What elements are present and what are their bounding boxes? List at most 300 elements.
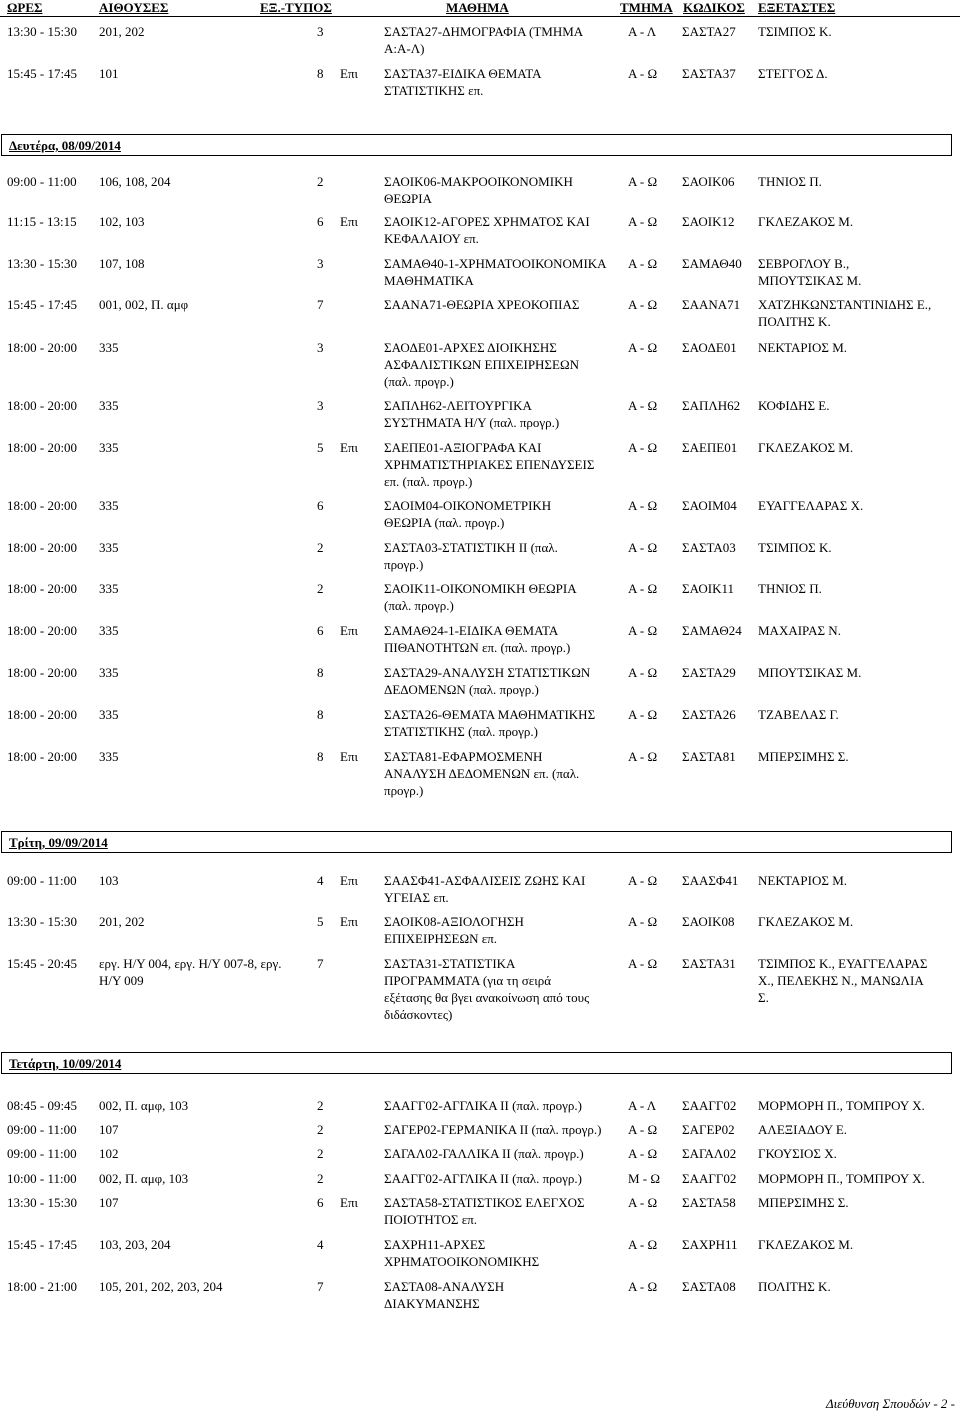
student-group: Α - Ω [628, 873, 658, 888]
student-group: Α - Ω [628, 1237, 658, 1252]
semester: 6 [317, 498, 324, 513]
course-title [384, 173, 573, 207]
text-line: προγρ.) [384, 783, 424, 798]
text-line: ΣΑΑΣΦ41-ΑΣΦΑΛΙΣΕΙΣ ΖΩΗΣ ΚΑΙ [384, 873, 586, 888]
examiners [758, 580, 822, 597]
exam-type: Επι [340, 623, 359, 638]
text-line: ΓΚΛΕΖΑΚΟΣ Μ. [758, 1237, 854, 1252]
semester: 2 [317, 174, 324, 189]
exam-type: Επι [340, 440, 359, 455]
exam-rooms [99, 439, 119, 456]
student-group: Α - Λ [628, 24, 657, 39]
semester: 8 [317, 707, 324, 722]
semester: 2 [317, 1171, 324, 1186]
exam-rooms [99, 213, 145, 230]
exam-time: 09:00 - 11:00 [7, 1122, 77, 1137]
text-line: ΣΑΟΙΜ04-ΟΙΚΟΝΟΜΕΤΡΙΚΗ [384, 498, 552, 513]
text-line: ΣΑΣΤΑ26-ΘΕΜΑΤΑ ΜΑΘΗΜΑΤΙΚΗΣ [384, 707, 596, 722]
exam-rooms [99, 580, 119, 597]
day-title: Δευτέρα, 08/09/2014 [9, 138, 121, 153]
semester: 4 [317, 1237, 324, 1252]
text-line: ΠΟΛΙΤΗΣ Κ. [758, 1279, 831, 1294]
exam-time: 13:30 - 15:30 [7, 24, 78, 39]
course-code: ΣΑΣΤΑ81 [682, 749, 736, 764]
exam-time: 09:00 - 11:00 [7, 174, 77, 189]
text-line: ΧΡΗΜΑΤΟΟΙΚΟΝΟΜΙΚΗΣ [384, 1254, 540, 1269]
course-code: ΣΑΟΙΚ06 [682, 174, 735, 189]
exam-type: Επι [340, 214, 359, 229]
semester: 3 [317, 256, 324, 271]
exam-time: 11:15 - 13:15 [7, 214, 77, 229]
course-code: ΣΑΟΙΚ11 [682, 581, 735, 596]
text-line: ΣΑΟΙΚ12-ΑΓΟΡΕΣ ΧΡΗΜΑΤΟΣ ΚΑΙ [384, 214, 590, 229]
text-line: 002, Π. αμφ, 103 [99, 1098, 189, 1113]
course-title [384, 213, 590, 247]
semester: 2 [317, 1122, 324, 1137]
course-title [384, 622, 570, 656]
exam-time: 15:45 - 17:45 [7, 1237, 78, 1252]
examiners [758, 955, 928, 1006]
exam-time: 18:00 - 20:00 [7, 581, 78, 596]
text-line: 103, 203, 204 [99, 1237, 171, 1252]
course-code: ΣΑΟΙΚ12 [682, 214, 735, 229]
course-code: ΣΑΓΕΡ02 [682, 1122, 735, 1137]
student-group: Α - Ω [628, 1279, 658, 1294]
semester: 3 [317, 340, 324, 355]
student-group: Α - Ω [628, 914, 658, 929]
text-line: ΣΑΑΓΓ02-ΑΓΓΛΙΚΑ ΙΙ (παλ. προγρ.) [384, 1171, 582, 1186]
course-title [384, 255, 607, 289]
day-heading [1, 134, 952, 156]
exam-time: 13:30 - 15:30 [7, 1195, 78, 1210]
text-line: προγρ.) [384, 557, 424, 572]
header-cell: ΕΞΕΤΑΣΤΕΣ [758, 0, 836, 15]
course-title [384, 664, 590, 698]
text-line: ΣΑΠΛΗ62-ΛΕΙΤΟΥΡΓΙΚΑ [384, 398, 532, 413]
course-code: ΣΑΑΝΑ71 [682, 297, 741, 312]
course-title [384, 1236, 539, 1270]
text-line: 107, 108 [99, 256, 145, 271]
exam-time: 15:45 - 17:45 [7, 297, 78, 312]
examiners [758, 439, 853, 456]
semester: 5 [317, 440, 324, 455]
text-line: ΑΝΑΛΥΣΗ ΔΕΔΟΜΕΝΩΝ επ. (παλ. [384, 766, 580, 781]
course-code: ΣΑΣΤΑ26 [682, 707, 736, 722]
exam-rooms [99, 1278, 223, 1295]
course-title [384, 872, 585, 906]
course-title [384, 1194, 585, 1228]
text-line: ΤΗΝΙΟΣ Π. [758, 581, 822, 596]
course-code: ΣΑΣΤΑ31 [682, 956, 736, 971]
text-line: διδάσκοντες) [384, 1007, 453, 1022]
text-line: 107 [99, 1122, 119, 1137]
examiners [758, 748, 849, 765]
exam-rooms [99, 913, 145, 930]
text-line: 106, 108, 204 [99, 174, 171, 189]
student-group: Α - Ω [628, 956, 658, 971]
text-line: ΓΚΛΕΖΑΚΟΣ Μ. [758, 914, 854, 929]
text-line: 201, 202 [99, 914, 145, 929]
semester: 3 [317, 24, 324, 39]
text-line: ΜΠΕΡΣΙΜΗΣ Σ. [758, 749, 849, 764]
text-line: 335 [99, 623, 119, 638]
exam-rooms [99, 1121, 119, 1138]
exam-rooms [99, 706, 119, 723]
text-line: ΣΑΟΔΕ01-ΑΡΧΕΣ ΔΙΟΙΚΗΣΗΣ [384, 340, 557, 355]
exam-rooms [99, 1145, 119, 1162]
semester: 7 [317, 956, 324, 971]
text-line: ΚΟΦΙΔΗΣ Ε. [758, 398, 830, 413]
course-title [384, 539, 558, 573]
text-line: ΤΣΙΜΠΟΣ Κ. [758, 24, 832, 39]
text-line: ΘΕΩΡΙΑ [384, 191, 432, 206]
course-title [384, 497, 551, 531]
exam-time: 08:45 - 09:45 [7, 1098, 78, 1113]
text-line: ΓΚΛΕΖΑΚΟΣ Μ. [758, 214, 854, 229]
text-line: ΠΡΟΓΡΑΜΜΑΤΑ (για τη σειρά [384, 973, 552, 988]
course-code: ΣΑΧΡΗ11 [682, 1237, 738, 1252]
text-line: 335 [99, 398, 119, 413]
course-title [384, 913, 524, 947]
exam-type: Επι [340, 873, 359, 888]
text-line: ΣΑΜΑΘ24-1-ΕΙΔΙΚΑ ΘΕΜΑΤΑ [384, 623, 559, 638]
semester: 8 [317, 749, 324, 764]
text-line: 335 [99, 440, 119, 455]
text-line: ΣΑΓΕΡ02-ΓΕΡΜΑΝΙΚΑ ΙΙ (παλ. προγρ.) [384, 1122, 602, 1137]
course-code: ΣΑΟΙΜ04 [682, 498, 737, 513]
student-group: Α - Ω [628, 1122, 658, 1137]
text-line: ΜΠΟΥΤΣΙΚΑΣ Μ. [758, 273, 862, 288]
semester: 8 [317, 66, 324, 81]
text-line: ΣΑΣΤΑ27-ΔΗΜΟΓΡΑΦΙΑ (ΤΜΗΜΑ [384, 24, 584, 39]
exam-time: 18:00 - 20:00 [7, 398, 78, 413]
course-title [384, 296, 579, 313]
course-title [384, 748, 579, 799]
course-code: ΣΑΣΤΑ58 [682, 1195, 736, 1210]
text-line: ΣΑΕΠΕ01-ΑΞΙΟΓΡΑΦΑ ΚΑΙ [384, 440, 542, 455]
examiners [758, 706, 839, 723]
text-line: ΠΟΛΙΤΗΣ Κ. [758, 314, 831, 329]
semester: 2 [317, 1146, 324, 1161]
student-group: Α - Ω [628, 174, 658, 189]
text-line: ΥΓΕΙΑΣ επ. [384, 890, 449, 905]
exam-rooms [99, 255, 145, 272]
header-cell: ΜΑΘΗΜΑ [446, 0, 509, 15]
course-title [384, 1278, 504, 1312]
text-line: 335 [99, 498, 119, 513]
examiners [758, 296, 931, 330]
student-group: Α - Ω [628, 66, 658, 81]
text-line: 201, 202 [99, 24, 145, 39]
exam-type: Επι [340, 749, 359, 764]
header-cell: ΑΙΘΟΥΣΕΣ [99, 0, 169, 15]
exam-rooms [99, 872, 119, 889]
course-title [384, 580, 577, 614]
course-code: ΣΑΓΑΛ02 [682, 1146, 737, 1161]
semester: 6 [317, 623, 324, 638]
exam-time: 15:45 - 17:45 [7, 66, 78, 81]
text-line: 102, 103 [99, 214, 145, 229]
page-footer: Διεύθυνση Σπουδών - 2 - [825, 1396, 955, 1411]
text-line: ΣΑΣΤΑ31-ΣΤΑΤΙΣΤΙΚΑ [384, 956, 516, 971]
exam-time: 18:00 - 21:00 [7, 1279, 78, 1294]
semester: 2 [317, 581, 324, 596]
text-line: ΑΣΦΑΛΙΣΤΙΚΩΝ ΕΠΙΧΕΙΡΗΣΕΩΝ [384, 357, 579, 372]
text-line: 102 [99, 1146, 119, 1161]
text-line: 103 [99, 873, 119, 888]
header-cell: ΚΩΔΙΚΟΣ [683, 0, 745, 15]
text-line: ΜΟΡΜΟΡΗ Π., ΤΟΜΠΡΟΥ Χ. [758, 1171, 925, 1186]
exam-rooms [99, 955, 281, 989]
course-title [384, 339, 579, 390]
exam-time: 18:00 - 20:00 [7, 623, 78, 638]
course-code: ΣΑΜΑΘ24 [682, 623, 742, 638]
exam-type: Επι [340, 1195, 359, 1210]
semester: 2 [317, 540, 324, 555]
exam-rooms [99, 1097, 188, 1114]
exam-rooms [99, 497, 119, 514]
text-line: (παλ. προγρ.) [384, 374, 454, 389]
examiners [758, 1121, 847, 1138]
student-group: Α - Ω [628, 297, 658, 312]
exam-rooms [99, 339, 119, 356]
text-line: ΣΤΑΤΙΣΤΙΚΗΣ επ. [384, 83, 484, 98]
exam-rooms [99, 539, 119, 556]
text-line: 335 [99, 581, 119, 596]
text-line: ΣΑΣΤΑ37-ΕΙΔΙΚΑ ΘΕΜΑΤΑ [384, 66, 542, 81]
text-line: ΠΟΙΟΤΗΤΟΣ επ. [384, 1212, 478, 1227]
text-line: ΣΑΧΡΗ11-ΑΡΧΕΣ [384, 1237, 486, 1252]
course-code: ΣΑΑΓΓ02 [682, 1171, 737, 1186]
text-line: Α:Α-Λ) [384, 41, 425, 56]
course-code: ΣΑΜΑΘ40 [682, 256, 742, 271]
student-group: Α - Ω [628, 214, 658, 229]
course-code: ΣΑΣΤΑ03 [682, 540, 736, 555]
course-code: ΣΑΑΓΓ02 [682, 1098, 737, 1113]
text-line: Σ. [758, 990, 769, 1005]
text-line: ΕΥΑΓΓΕΛΑΡΑΣ Χ. [758, 498, 864, 513]
text-line: ΣΑΟΙΚ06-ΜΑΚΡΟΟΙΚΟΝΟΜΙΚΗ [384, 174, 573, 189]
student-group: Α - Ω [628, 749, 658, 764]
text-line: ΜΑΘΗΜΑΤΙΚΑ [384, 273, 474, 288]
text-line: ΓΚΟΥΣΙΟΣ Χ. [758, 1146, 837, 1161]
student-group: Α - Λ [628, 1098, 657, 1113]
student-group: Μ - Ω [628, 1171, 661, 1186]
header-cell: ΕΞ.-ΤΥΠΟΣ [260, 0, 332, 15]
examiners [758, 664, 861, 681]
course-code: ΣΑΟΔΕ01 [682, 340, 737, 355]
semester: 3 [317, 398, 324, 413]
exam-type: Επι [340, 914, 359, 929]
exam-rooms [99, 622, 119, 639]
text-line: ΣΕΒΡΟΓΛΟΥ Β., [758, 256, 850, 271]
exam-time: 09:00 - 11:00 [7, 873, 77, 888]
course-title [384, 439, 594, 490]
course-code: ΣΑΣΤΑ29 [682, 665, 736, 680]
examiners [758, 1194, 849, 1211]
text-line: ΓΚΛΕΖΑΚΟΣ Μ. [758, 440, 854, 455]
exam-rooms [99, 1194, 119, 1211]
examiners [758, 213, 853, 230]
text-line: ΣΑΟΙΚ08-ΑΞΙΟΛΟΓΗΣΗ [384, 914, 524, 929]
exam-time: 18:00 - 20:00 [7, 498, 78, 513]
text-line: ΜΑΧΑΙΡΑΣ Ν. [758, 623, 841, 638]
text-line: εργ. Η/Υ 004, εργ. Η/Υ 007-8, εργ. [99, 956, 282, 971]
text-line: 335 [99, 707, 119, 722]
text-line: ΑΛΕΞΙΑΔΟΥ Ε. [758, 1122, 848, 1137]
text-line: 335 [99, 665, 119, 680]
examiners [758, 1145, 837, 1162]
text-line: ΣΑΣΤΑ81-ΕΦΑΡΜΟΣΜΕΝΗ [384, 749, 543, 764]
course-code: ΣΑΑΣΦ41 [682, 873, 739, 888]
text-line: 335 [99, 540, 119, 555]
exam-time: 18:00 - 20:00 [7, 749, 78, 764]
examiners [758, 173, 822, 190]
text-line: ΣΑΓΑΛ02-ΓΑΛΛΙΚΑ ΙΙ (παλ. προγρ.) [384, 1146, 584, 1161]
course-title [384, 65, 542, 99]
text-line: (παλ. προγρ.) [384, 598, 454, 613]
student-group: Α - Ω [628, 256, 658, 271]
day-title: Τετάρτη, 10/09/2014 [9, 1056, 122, 1071]
day-heading [1, 831, 952, 853]
text-line: ΜΟΡΜΟΡΗ Π., ΤΟΜΠΡΟΥ Χ. [758, 1098, 925, 1113]
text-line: ΤΖΑΒΕΛΑΣ Γ. [758, 707, 839, 722]
exam-rooms [99, 65, 119, 82]
course-code: ΣΑΠΛΗ62 [682, 398, 741, 413]
text-line: ΝΕΚΤΑΡΙΟΣ Μ. [758, 340, 848, 355]
exam-time: 18:00 - 20:00 [7, 540, 78, 555]
text-line: 335 [99, 749, 119, 764]
examiners [758, 339, 847, 356]
exam-rooms [99, 397, 119, 414]
text-line: 101 [99, 66, 119, 81]
day-title: Τρίτη, 09/09/2014 [9, 835, 108, 850]
exam-rooms [99, 296, 188, 313]
examiners [758, 397, 829, 414]
student-group: Α - Ω [628, 665, 658, 680]
semester: 7 [317, 297, 324, 312]
semester: 4 [317, 873, 324, 888]
course-code: ΣΑΣΤΑ08 [682, 1279, 736, 1294]
student-group: Α - Ω [628, 440, 658, 455]
exam-time: 13:30 - 15:30 [7, 914, 78, 929]
student-group: Α - Ω [628, 1195, 658, 1210]
course-title [384, 397, 559, 431]
student-group: Α - Ω [628, 1146, 658, 1161]
exam-rooms [99, 173, 171, 190]
examiners [758, 1278, 831, 1295]
course-code: ΣΑΕΠΕ01 [682, 440, 738, 455]
examiners [758, 539, 832, 556]
header-cell: ΤΜΗΜΑ [620, 0, 673, 15]
course-title [384, 23, 583, 57]
semester: 6 [317, 214, 324, 229]
text-line: Η/Υ 009 [99, 973, 144, 988]
examiners [758, 1236, 853, 1253]
student-group: Α - Ω [628, 707, 658, 722]
text-line: ΣΥΣΤΗΜΑΤΑ Η/Υ (παλ. προγρ.) [384, 415, 560, 430]
exam-rooms [99, 1170, 188, 1187]
text-line: ΧΑΤΖΗΚΩΝΣΤΑΝΤΙΝΙΔΗΣ Ε., [758, 297, 932, 312]
text-line: 002, Π. αμφ, 103 [99, 1171, 189, 1186]
text-line: 335 [99, 340, 119, 355]
exam-rooms [99, 1236, 171, 1253]
student-group: Α - Ω [628, 398, 658, 413]
text-line: 001, 002, Π. αμφ [99, 297, 189, 312]
header-cell: ΩΡΕΣ [7, 0, 43, 15]
text-line: ΔΙΑΚΥΜΑΝΣΗΣ [384, 1296, 480, 1311]
exam-time: 10:00 - 11:00 [7, 1171, 77, 1186]
day-heading [1, 1052, 952, 1074]
course-title [384, 1145, 584, 1162]
text-line: ΤΗΝΙΟΣ Π. [758, 174, 822, 189]
exam-time: 09:00 - 11:00 [7, 1146, 77, 1161]
exam-rooms [99, 23, 145, 40]
text-line: ΤΣΙΜΠΟΣ Κ. [758, 540, 832, 555]
course-title [384, 1121, 601, 1138]
text-line: ΘΕΩΡΙΑ (παλ. προγρ.) [384, 515, 505, 530]
course-code: ΣΑΣΤΑ37 [682, 66, 736, 81]
exam-time: 18:00 - 20:00 [7, 340, 78, 355]
exam-time: 13:30 - 15:30 [7, 256, 78, 271]
text-line: ΚΕΦΑΛΑΙΟΥ επ. [384, 231, 479, 246]
text-line: ΜΠΕΡΣΙΜΗΣ Σ. [758, 1195, 849, 1210]
examiners [758, 1097, 925, 1114]
text-line: ΣΤΕΓΓΟΣ Δ. [758, 66, 828, 81]
student-group: Α - Ω [628, 581, 658, 596]
semester: 6 [317, 1195, 324, 1210]
student-group: Α - Ω [628, 540, 658, 555]
exam-time: 18:00 - 20:00 [7, 440, 78, 455]
text-line: ΔΕΔΟΜΕΝΩΝ (παλ. προγρ.) [384, 682, 539, 697]
student-group: Α - Ω [628, 498, 658, 513]
course-code: ΣΑΣΤΑ27 [682, 24, 736, 39]
exam-time: 15:45 - 20:45 [7, 956, 78, 971]
semester: 2 [317, 1098, 324, 1113]
text-line: ΕΠΙΧΕΙΡΗΣΕΩΝ επ. [384, 931, 498, 946]
text-line: εξέτασης θα βγει ανακοίνωση από τους [384, 990, 590, 1005]
semester: 8 [317, 665, 324, 680]
course-code: ΣΑΟΙΚ08 [682, 914, 735, 929]
text-line: ΜΠΟΥΤΣΙΚΑΣ Μ. [758, 665, 862, 680]
text-line: ΧΡΗΜΑΤΙΣΤΗΡΙΑΚΕΣ ΕΠΕΝΔΥΣΕΙΣ [384, 457, 595, 472]
text-line: ΝΕΚΤΑΡΙΟΣ Μ. [758, 873, 848, 888]
exam-type: Επι [340, 66, 359, 81]
examiners [758, 1170, 925, 1187]
text-line: ΠΙΘΑΝΟΤΗΤΩΝ επ. (παλ. προγρ.) [384, 640, 571, 655]
text-line: Χ., ΠΕΛΕΚΗΣ Ν., ΜΑΝΩΛΙΑ [758, 973, 924, 988]
course-title [384, 955, 589, 1023]
examiners [758, 23, 832, 40]
examiners [758, 872, 847, 889]
text-line: ΣΑΑΝΑ71-ΘΕΩΡΙΑ ΧΡΕΟΚΟΠΙΑΣ [384, 297, 580, 312]
text-line: 105, 201, 202, 203, 204 [99, 1279, 223, 1294]
course-title [384, 1097, 582, 1114]
examiners [758, 255, 861, 289]
examiners [758, 497, 863, 514]
text-line: ΣΑΜΑΘ40-1-ΧΡΗΜΑΤΟΟΙΚΟΝΟΜΙΚΑ [384, 256, 607, 271]
exam-rooms [99, 664, 119, 681]
exam-time: 18:00 - 20:00 [7, 707, 78, 722]
table-header [0, 0, 960, 17]
student-group: Α - Ω [628, 340, 658, 355]
text-line: ΣΑΑΓΓ02-ΑΓΓΛΙΚΑ ΙΙ (παλ. προγρ.) [384, 1098, 582, 1113]
text-line: 107 [99, 1195, 119, 1210]
text-line: ΤΣΙΜΠΟΣ Κ., ΕΥΑΓΓΕΛΑΡΑΣ [758, 956, 928, 971]
semester: 7 [317, 1279, 324, 1294]
examiners [758, 622, 841, 639]
text-line: ΣΑΟΙΚ11-ΟΙΚΟΝΟΜΙΚΗ ΘΕΩΡΙΑ [384, 581, 577, 596]
